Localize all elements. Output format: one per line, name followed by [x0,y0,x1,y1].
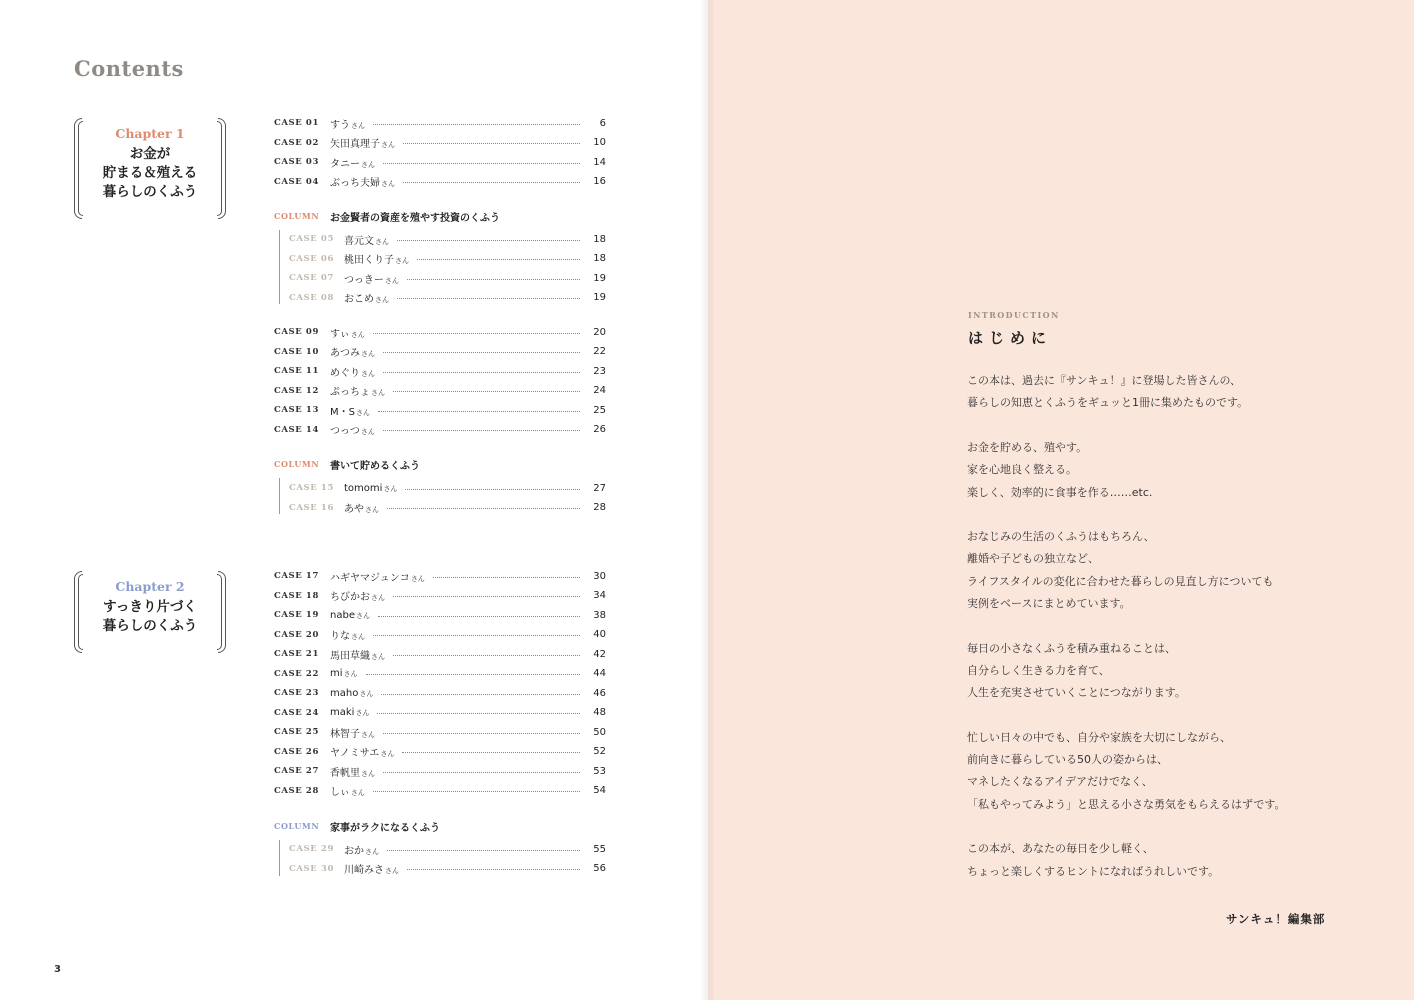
chapter-2-title [74,598,226,636]
leader-dots [373,333,580,334]
column-title: お金賢者の資産を殖やす投資のくふう [330,212,500,224]
leader-dots [383,372,580,373]
toc-entry[interactable] [274,724,606,740]
intro-line: 暮らしの知恵とくふうをギュッと1冊に集めたものです。 [967,396,1249,410]
intro-line: 実例をベースにまとめています。 [967,597,1131,611]
contributor-name-text: タニー [330,158,360,170]
page-ref: 54 [593,785,606,796]
case-number: CASE 09 [274,327,319,337]
contributor-name-text: ハギヤマジュンコ [330,572,410,584]
case-number: CASE 22 [274,668,319,679]
case-number: CASE 28 [274,785,319,796]
honorific: さん [384,276,399,285]
page-ref: 18 [593,233,606,245]
honorific: さん [359,689,374,698]
toc-entry[interactable] [289,861,606,877]
honorific: さん [355,408,370,417]
honorific: さん [381,141,395,149]
toc-entry[interactable] [289,251,606,267]
contributor-name-text: つっきー [344,274,384,286]
contributor-name [330,688,373,699]
honorific: さん [343,670,358,678]
contributor-name [330,422,375,437]
page-ref: 34 [593,590,606,601]
contributor-name-text: すう [330,119,350,131]
contributor-name [344,232,389,247]
page-ref: 22 [593,346,606,357]
chapter-2-label: Chapter 2 [115,579,185,594]
contributor-name [330,764,375,779]
chapter-1-title-line: 貯まる＆殖える [102,165,198,181]
leader-dots [403,143,580,144]
contributor-name [330,647,385,662]
page-ref: 56 [593,863,606,874]
honorific: さん [375,296,389,304]
contributor-name-text: 香帆里 [330,767,360,779]
contributor-name-text: ヤノミサエ [330,748,380,759]
intro-line: 忙しい日々の中でも、自分や家族を大切にしながら、 [967,730,1231,744]
contributor-name [330,403,370,418]
case-number: CASE 06 [289,253,334,264]
column-label: COLUMN [274,211,320,221]
leader-dots [402,752,580,753]
honorific: さん [351,121,365,130]
contributor-name [344,251,409,266]
toc-entry[interactable] [274,646,606,662]
contributor-name [344,861,399,876]
contributor-name [330,135,395,150]
page-ref: 53 [593,765,606,777]
intro-paragraph [967,727,1347,817]
contributor-name-text: りな [330,631,350,642]
chapter-1-title-line: 暮らしのくふう [102,184,198,200]
leader-dots [403,182,580,183]
toc-entry[interactable] [274,627,606,643]
contributor-name [330,707,369,718]
intro-line: 楽しく、効率的に食事を作る……etc. [967,485,1153,499]
contributor-name [330,155,375,170]
leader-dots [393,655,580,656]
intro-line: 毎日の小さなくふうを積み重ねることは、 [967,641,1176,655]
page-ref: 50 [593,726,606,738]
toc-entry[interactable] [274,685,606,701]
intro-line: 自分らしく生きる力を育て、 [967,663,1110,677]
toc-entry[interactable] [274,115,606,131]
contributor-name-text: maki [330,707,355,718]
page-ref: 42 [593,648,606,660]
column-1-row[interactable] [274,208,500,224]
page-ref: 20 [593,326,606,338]
contributor-name [330,174,395,189]
chapter-2-title-line: 暮らしのくふう [102,618,198,634]
intro-line: お金を貯める、殖やす。 [967,440,1088,454]
contributor-name [330,783,365,798]
page-ref: 38 [593,609,606,621]
page-ref: 27 [593,482,606,494]
leader-dots [407,279,580,280]
contributor-name [344,271,399,286]
honorific: さん [350,330,365,339]
page-ref: 48 [593,707,606,718]
case-number: CASE 18 [274,590,319,601]
page-ref: 18 [593,253,606,264]
intro-line: 家を心地良く整える。 [967,463,1077,477]
case-number: CASE 11 [274,366,319,376]
honorific: さん [381,180,395,188]
case-number: CASE 14 [274,424,319,435]
bracket-left [74,118,82,219]
contributor-name [330,569,425,584]
intro-paragraph [967,638,1347,705]
honorific: さん [351,633,365,641]
case-number: CASE 15 [289,483,334,493]
column-2-row[interactable] [274,456,420,472]
contributor-name-text: あつみ [330,348,360,359]
contributor-name [330,725,375,740]
page-ref: 23 [593,365,606,377]
honorific: さん [361,369,375,378]
honorific: さん [365,847,379,856]
page-ref: 40 [593,629,606,640]
honorific: さん [410,574,425,583]
toc-entry[interactable] [274,422,606,438]
leader-dots [383,163,580,164]
leader-dots [383,352,580,353]
case-number: CASE 21 [274,649,319,659]
honorific: さん [371,594,385,602]
leader-dots [387,508,580,509]
leader-dots [383,430,580,431]
intro-line: 「私もやってみよう」と思える小さな勇気をもらえるはずです。 [967,797,1286,811]
toc-entry[interactable] [289,231,606,247]
intro-line: 離婚や子どもの独立など、 [967,552,1099,566]
honorific: さん [371,389,385,397]
contributor-name [330,383,385,398]
page-ref: 55 [593,843,606,855]
contributor-name-text: nabe [330,609,355,621]
case-number: CASE 23 [274,688,319,698]
contributor-name-text: 川崎みさ [344,865,384,876]
case-number: CASE 20 [274,629,319,640]
chapter-1-label: Chapter 1 [115,126,185,141]
leader-dots [373,791,580,792]
contributor-name-text: tomomi [344,482,383,494]
book-gutter [700,0,714,1000]
bracket-right [218,118,226,219]
honorific: さん [355,611,370,620]
contributor-name [344,483,397,494]
toc-entry[interactable] [274,705,606,721]
contributor-name [330,588,385,603]
case-number: CASE 16 [289,502,334,513]
toc-entry[interactable] [274,344,606,360]
leader-dots [397,240,580,241]
column-title: 家事がラクになるくふう [330,822,440,834]
toc-entry[interactable] [274,666,606,682]
case-number: CASE 07 [289,273,334,283]
column-3-divider [279,840,280,876]
honorific: さん [361,769,375,778]
contributor-name-text: 喜元文 [344,235,374,247]
toc-entry[interactable] [274,402,606,418]
column-2-divider [279,478,280,514]
toc-entry[interactable] [289,500,606,516]
intro-line: おなじみの生活のくふうはもちろん、 [967,529,1155,543]
contributor-name-text: しぃ [330,787,350,798]
page-ref: 14 [593,156,606,168]
contributor-name-text: ちびかお [330,592,370,603]
leader-dots [393,596,580,597]
contributor-name [330,116,365,131]
contributor-name-text: maho [330,687,359,699]
contributor-name-text: 馬田草織 [330,650,370,662]
honorific: さん [383,484,398,493]
honorific: さん [355,709,370,717]
honorific: さん [361,350,375,358]
intro-body [967,370,1347,905]
intro-line: ちょっと楽しくするヒントになればうれしいです。 [967,864,1220,878]
toc-entry[interactable] [274,783,606,799]
toc-entry[interactable] [274,568,606,584]
toc-entry[interactable] [274,744,606,760]
column-label: COLUMN [274,459,320,469]
contributor-name [330,344,375,359]
contributor-name [330,627,365,642]
toc-entry[interactable] [289,480,606,496]
chapter-2-title-line: すっきり片づく [103,599,197,615]
toc-entry[interactable] [274,763,606,779]
toc-entry[interactable] [274,174,606,190]
case-number: CASE 10 [274,346,319,357]
contributor-name [330,364,375,379]
contributor-name-text: あや [344,504,364,515]
intro-line: 人生を充実させていくことにつながります。 [967,686,1186,700]
toc-entry[interactable] [274,588,606,604]
honorific: さん [375,237,389,246]
editorial-signature: サンキュ！編集部 [1226,912,1326,926]
honorific: さん [395,257,409,265]
column-1-divider [279,230,280,304]
case-number: CASE 19 [274,610,319,620]
page-ref: 24 [593,385,606,396]
toc-entry[interactable] [274,383,606,399]
intro-line: 前向きに暮らしている50人の姿からは、 [967,753,1168,767]
honorific: さん [361,160,375,169]
case-number: CASE 12 [274,385,319,396]
honorific: さん [361,730,375,739]
leader-dots [407,869,580,870]
column-label: COLUMN [274,821,320,831]
intro-paragraph [967,838,1347,883]
contributor-name-text: つっつ [330,426,360,437]
intro-paragraph [967,437,1347,504]
contributor-name [330,325,365,340]
contributor-name-text: ぷっちょ [330,387,370,398]
intro-line: この本は、過去に『サンキュ！』に登場した皆さんの、 [967,374,1242,387]
case-number: CASE 25 [274,727,319,737]
contributor-name [330,744,394,759]
case-number: CASE 02 [274,137,319,148]
leader-dots [378,411,580,412]
leader-dots [373,124,580,125]
contents-heading: Contents [74,56,184,81]
chapter-2-box [74,571,226,653]
page-ref: 25 [593,404,606,416]
case-number: CASE 27 [274,766,319,776]
leader-dots [433,577,580,578]
column-3-row[interactable] [274,818,440,834]
toc-entry[interactable] [289,290,606,306]
chapter-1-title-line: お金が [129,146,171,162]
page-ref: 44 [593,668,606,679]
toc-entry[interactable] [274,135,606,151]
intro-paragraph [967,526,1347,616]
contributor-name-text: おか [344,845,364,857]
leader-dots [393,391,580,392]
page-ref: 6 [599,117,606,129]
leader-dots [383,733,580,734]
leader-dots [417,259,580,260]
toc-entry[interactable] [289,841,606,857]
case-number: CASE 01 [274,118,319,128]
toc-entry[interactable] [289,270,606,286]
leader-dots [366,674,580,675]
case-number: CASE 24 [274,707,319,718]
toc-entry[interactable] [274,154,606,170]
case-number: CASE 04 [274,176,319,187]
leader-dots [405,489,580,490]
contributor-name-text: M・S [330,406,355,418]
contributor-name-text: すぃ [330,328,350,340]
contributor-name-text: 矢田真理子 [330,139,380,150]
leader-dots [383,772,580,773]
contributor-name [344,500,379,515]
page-ref: 46 [593,687,606,699]
leader-dots [387,850,580,851]
page-ref: 10 [593,137,606,148]
leader-dots [373,635,580,636]
intro-line: ライフスタイルの変化に合わせた暮らしの見直し方についても [967,574,1274,588]
leader-dots [378,616,580,617]
honorific: さん [380,750,395,758]
bracket-right [218,571,226,653]
honorific: さん [360,428,375,436]
toc-entry[interactable] [274,324,606,340]
case-number: CASE 08 [289,292,334,303]
contributor-name-text: ぶっち夫婦 [330,178,380,189]
contributor-name-text: おこめ [344,294,374,305]
column-title: 書いて貯めるくふう [330,460,420,472]
chapter-1-title [74,145,226,202]
intro-label: INTRODUCTION [968,310,1060,320]
chapter-1-box [74,118,226,219]
contributor-name [330,668,358,679]
toc-entry[interactable] [274,607,606,623]
honorific: さん [385,867,399,875]
page-ref: 19 [593,292,606,303]
case-number: CASE 30 [289,863,334,874]
page-ref: 19 [593,272,606,284]
page-ref: 16 [593,176,606,187]
page-ref: 30 [593,570,606,582]
case-number: CASE 26 [274,746,319,757]
page-number: 3 [54,964,61,975]
page-ref: 52 [593,746,606,757]
case-number: CASE 17 [274,571,319,581]
page-ref: 28 [593,502,606,513]
case-number: CASE 13 [274,405,319,415]
leader-dots [397,298,580,299]
contributor-name [344,842,379,857]
contributor-name [330,610,370,621]
contributor-name-text: 林智子 [330,728,360,740]
honorific: さん [371,652,385,661]
contributor-name-text: mi [330,668,343,679]
toc-entry[interactable] [274,363,606,379]
honorific: さん [365,506,379,514]
leader-dots [377,713,580,714]
intro-line: この本が、あなたの毎日を少し軽く、 [967,842,1154,856]
contributor-name [344,290,389,305]
contributor-name-text: めぐり [330,367,360,379]
bracket-left [74,571,82,653]
leader-dots [381,694,580,695]
case-number: CASE 29 [289,844,334,854]
intro-paragraph [967,370,1347,415]
contributor-name-text: 桃田くり子 [344,255,394,266]
case-number: CASE 05 [289,234,334,244]
intro-line: マネしたくなるアイデアだけでなく、 [967,775,1153,789]
intro-title: はじめに [968,329,1053,347]
case-number: CASE 03 [274,157,319,167]
page-ref: 26 [593,424,606,435]
honorific: さん [350,789,365,797]
